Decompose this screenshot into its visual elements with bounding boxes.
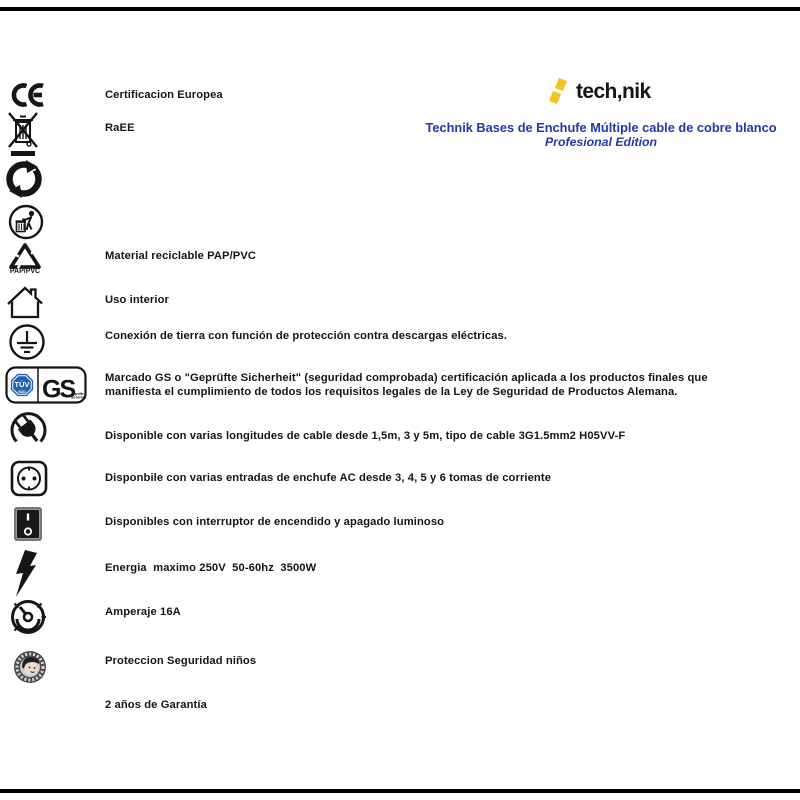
label-marcado-gs — [105, 371, 800, 399]
recycle-triangle-icon — [6, 241, 44, 269]
label-longitudes-cable: Disponible con varias longitudes de cable desde 1,5m, 3 y 5m, tipo de cable 3G1.5mm2 H05VV-F — [105, 430, 626, 442]
label-energia: Energia maximo 250V 50-60hz 3500W — [105, 562, 317, 574]
bottom-border-line — [0, 789, 800, 793]
pap-pvc-label: PAP/PVC — [9, 268, 41, 275]
svg-text:geprüfte: geprüfte — [71, 392, 84, 396]
weee-crossed-bin-icon — [8, 111, 38, 157]
label-uso-interior: Uso interior — [105, 294, 169, 306]
tidy-man-icon — [8, 204, 44, 240]
label-marcado-gs-line2: manifiesta el cumplimiento de todos los requisitos legales de la Ley de Seguridad de Productos Alemana. — [105, 386, 678, 398]
label-garantia: 2 años de Garantía — [105, 699, 207, 711]
green-dot-recycling-icon — [5, 159, 43, 199]
label-proteccion-ninos: Proteccion Seguridad niños — [105, 655, 257, 667]
power-switch-icon — [13, 506, 43, 542]
label-raee: RaEE — [105, 122, 135, 134]
earth-ground-icon — [8, 323, 46, 361]
svg-text:GS: GS — [42, 375, 75, 404]
house-indoor-use-icon — [5, 284, 45, 320]
top-border-line — [0, 7, 800, 11]
brand-logo-text: tech,nik — [576, 80, 651, 103]
power-plug-icon — [7, 411, 51, 451]
product-title: Technik Bases de Enchufe Múltiple cable de cobre blanco — [425, 120, 777, 135]
label-material-reciclable: Material reciclable PAP/PVC — [105, 250, 257, 262]
brand-bolt-icon — [549, 78, 571, 106]
ce-mark-icon — [8, 83, 44, 107]
svg-text:Sicherheit: Sicherheit — [71, 395, 87, 400]
brand-logo — [549, 78, 651, 106]
ampere-gauge-icon — [9, 598, 47, 636]
label-certificacion-europea: Certificacion Europea — [105, 89, 223, 101]
lightning-bolt-icon — [14, 550, 40, 598]
label-tomas-corriente: Disponbile con varias entradas de enchufe AC desde 3, 4, 5 y 6 tomas de corriente — [105, 472, 552, 484]
label-conexion-tierra: Conexión de tierra con función de protección contra descargas eléctricas. — [105, 330, 508, 342]
label-interruptor: Disponibles con interruptor de encendido y apagado luminoso — [105, 516, 445, 528]
label-marcado-gs-line1: Marcado GS o "Geprüfte Sicherheit" (seguridad comprobada) certificación aplicada a los productos finales que — [105, 372, 708, 384]
svg-text:TÜV: TÜV — [14, 380, 30, 389]
tuv-gs-certification-icon — [5, 366, 87, 404]
product-edition: Profesional Edition — [544, 135, 658, 149]
socket-outlet-icon — [10, 460, 48, 497]
label-amperaje: Amperaje 16A — [105, 606, 181, 618]
svg-text:SÜD: SÜD — [18, 390, 26, 394]
child-safety-icon — [12, 648, 48, 686]
